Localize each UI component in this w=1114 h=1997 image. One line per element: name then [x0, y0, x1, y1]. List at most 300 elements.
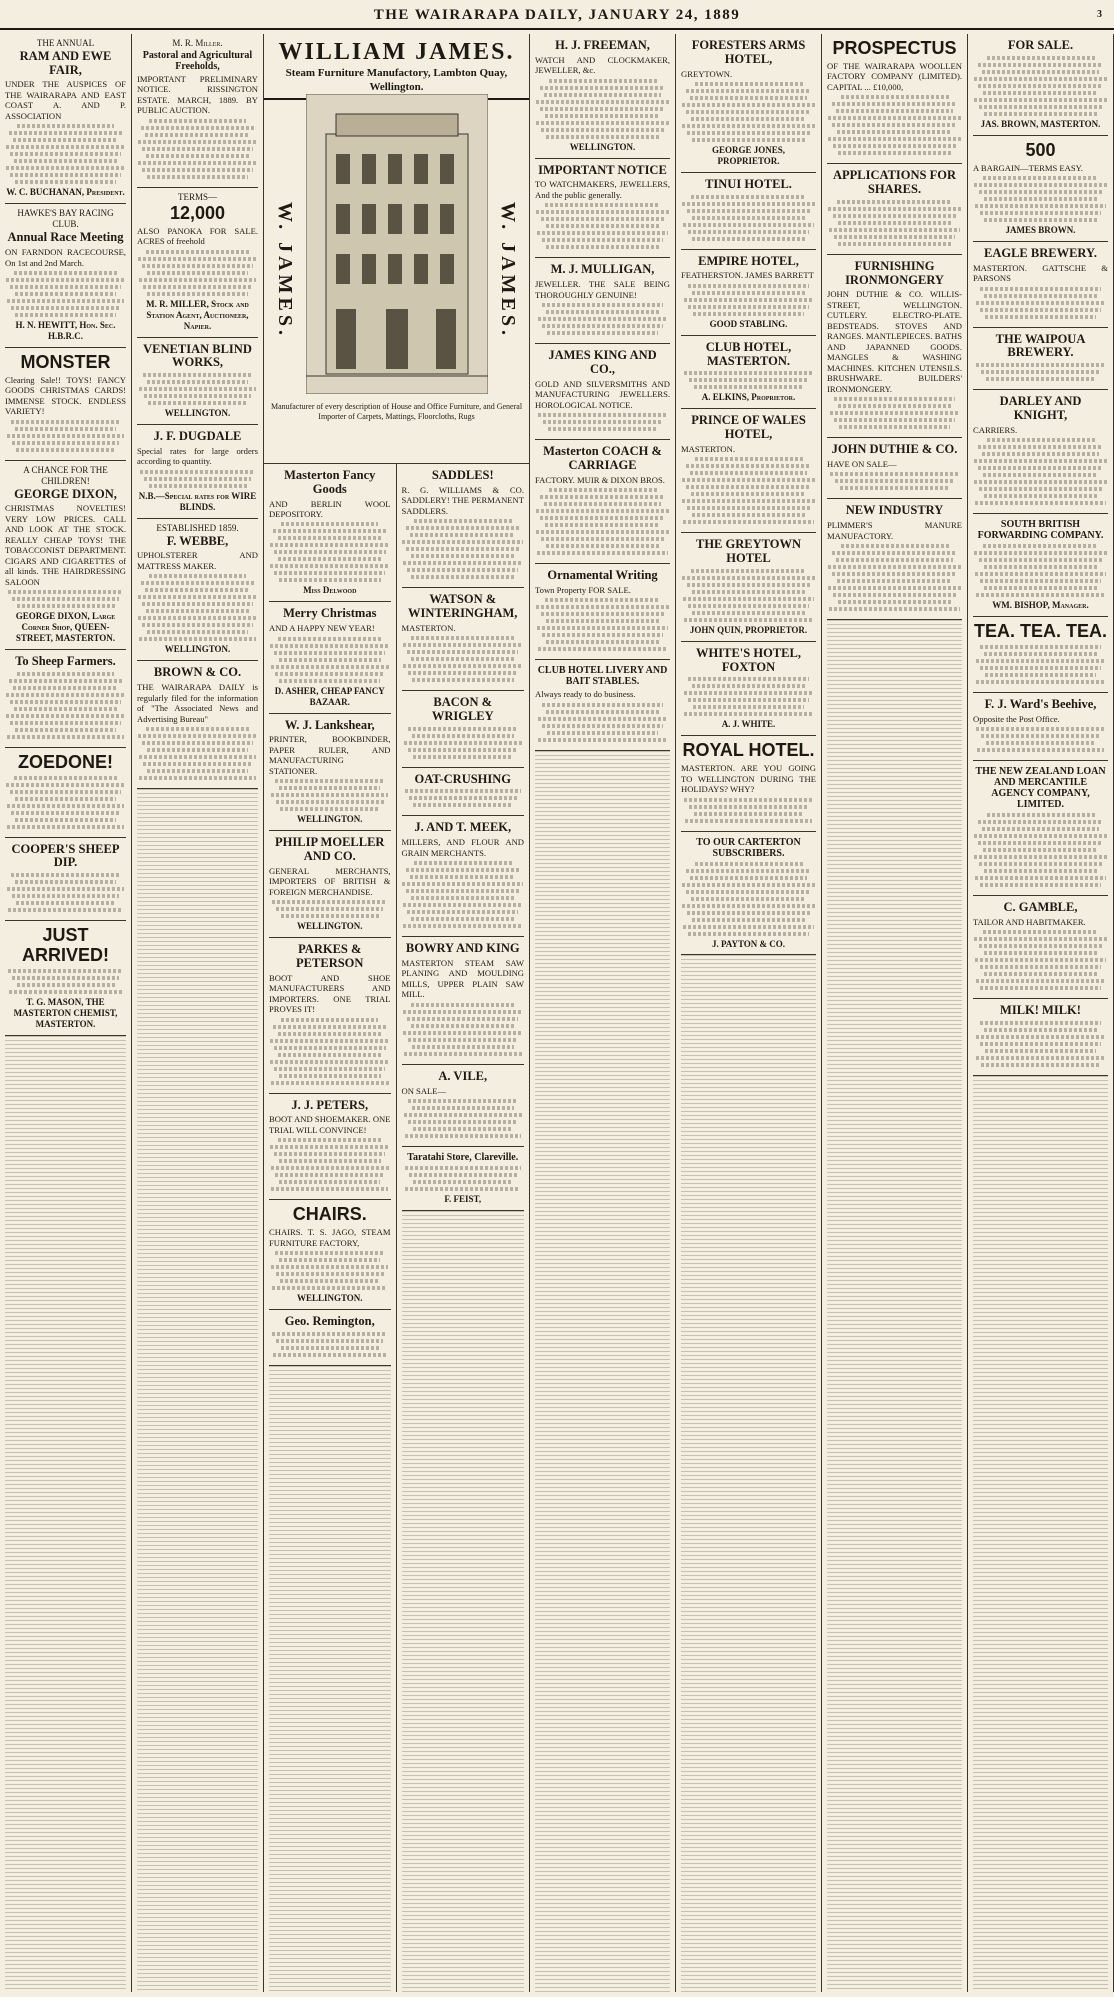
small-print-line: [838, 151, 951, 155]
ad-body: MASTERTON STEAM SAW PLANING AND MOULDING MILLS, UPPER PLAIN SAW MILL.: [401, 957, 524, 1000]
advertisement: [402, 768, 525, 817]
small-print-line: [10, 790, 120, 794]
small-print-line: [408, 1120, 517, 1124]
ad-body: THE WAIRARAPA DAILY is regularly filed for the information of "The Associated News and Advertising Bureau": [137, 682, 258, 724]
ad-title: CLUB HOTEL, MASTERTON.: [705, 339, 792, 368]
small-print-line: [410, 533, 515, 537]
small-print-line: [984, 586, 1096, 590]
ad-title: Annual Race Meeting: [7, 230, 124, 245]
small-print-line: [13, 138, 117, 142]
small-print-line: [832, 551, 958, 555]
small-print-line: [272, 1286, 387, 1290]
small-print-line: [414, 861, 512, 865]
small-print-line: [691, 897, 806, 901]
column-1: [0, 34, 132, 1992]
small-print-line: [271, 665, 389, 669]
small-print-line: [828, 565, 962, 569]
small-print-line: [979, 487, 1102, 491]
ad-signature: JAMES BROWN.: [1005, 225, 1076, 235]
small-print-line: [985, 315, 1096, 319]
small-print-line: [691, 117, 806, 121]
small-print-line: [546, 619, 659, 623]
advertisement: [5, 748, 126, 838]
small-print-line: [695, 457, 803, 461]
small-print-line: [8, 969, 123, 973]
advertisement: [535, 34, 670, 159]
small-print-line: [836, 558, 952, 562]
small-print-line: [406, 889, 519, 893]
ad-signature: WELLINGTON.: [296, 921, 363, 932]
small-print-line: [692, 237, 804, 241]
small-print-line: [138, 616, 257, 620]
advertisement: [973, 514, 1108, 617]
small-print-line: [15, 427, 115, 431]
small-print-line: [411, 917, 514, 921]
small-print-line: [142, 741, 252, 745]
small-print-line: [692, 611, 804, 615]
small-print-line: [407, 650, 518, 654]
small-print-line: [17, 983, 115, 987]
small-print-line: [545, 598, 660, 602]
small-print-line: [686, 485, 810, 489]
small-print-line: [278, 1053, 381, 1057]
small-print-line: [837, 579, 952, 583]
ad-title: NEW INDUSTRY: [845, 503, 944, 518]
ad-body: Always ready to do business.: [535, 689, 636, 700]
small-print-line: [690, 96, 806, 100]
small-print-line: [279, 1258, 380, 1262]
small-print-line: [403, 561, 523, 565]
ad-body: AND BERLIN WOOL DEPOSITORY.: [269, 498, 391, 519]
small-print-line: [6, 693, 126, 697]
small-print-line: [6, 714, 125, 718]
small-print-line: [276, 800, 384, 804]
column-6: [676, 34, 822, 1992]
small-print-line: [542, 633, 664, 637]
small-print-line: [278, 1032, 382, 1036]
ad-header: ESTABLISHED 1859.: [156, 522, 239, 533]
small-print-line: [974, 480, 1106, 484]
small-print-line: [403, 924, 522, 928]
ad-title: OAT-CRUSHING: [414, 771, 512, 786]
small-print-line: [139, 637, 256, 641]
ad-signature: WELLINGTON.: [164, 408, 231, 419]
advertisement: [973, 761, 1108, 896]
small-print-line: [270, 1039, 390, 1043]
ad-signature: A. J. WHITE.: [721, 719, 776, 730]
small-print-line: [536, 509, 670, 513]
advertisement: [5, 34, 126, 204]
small-print-line: [976, 727, 1104, 731]
ad-title: BROWN & CO.: [153, 665, 242, 680]
ad-title: WATSON & WINTERINGHAM,: [408, 592, 518, 620]
small-print-line: [687, 131, 810, 135]
advertisement: [137, 661, 258, 789]
small-print-line: [688, 677, 810, 681]
advertisement: [827, 255, 962, 438]
small-print-line: [549, 488, 657, 492]
side-label-left: [268, 90, 302, 450]
small-print-line: [976, 680, 1104, 684]
small-print-line: [974, 77, 1108, 81]
small-print-line: [832, 102, 958, 106]
small-print-line: [147, 292, 247, 296]
ad-body: A BARGAIN—TERMS EASY.: [973, 162, 1083, 173]
ad-body: GREYTOWN.: [681, 68, 733, 79]
small-print-line: [9, 131, 122, 135]
small-print-line: [14, 159, 117, 163]
small-print-line: [976, 979, 1106, 983]
ad-body: TO WATCHMAKERS, JEWELLERS, And the public generally.: [535, 179, 670, 200]
column-7: [822, 34, 968, 1992]
small-print-line: [683, 925, 814, 929]
small-print-line: [692, 513, 805, 517]
furniture-warehouse-engraving: [306, 94, 488, 394]
small-print-line: [149, 574, 246, 578]
small-print-line: [689, 378, 808, 382]
ad-signature: GEORGE JONES, PROPRIETOR.: [711, 144, 785, 166]
advertisement: [973, 999, 1108, 1076]
small-print-line: [12, 894, 120, 898]
small-print-line: [276, 1339, 383, 1343]
small-print-line: [270, 564, 389, 568]
small-print-line: [411, 657, 514, 661]
ad-title: THE NEW ZEALAND LOAN AND MERCANTILE AGENCY COMPANY, LIMITED.: [975, 766, 1106, 811]
small-print-line: [541, 128, 664, 132]
small-print-line: [142, 602, 253, 606]
advertisement: [402, 691, 525, 768]
small-print-line: [836, 109, 952, 113]
advertisement: [973, 390, 1108, 514]
small-print-line: [279, 1159, 381, 1163]
small-print-line: [688, 284, 810, 288]
small-print-line: [279, 786, 380, 790]
small-print-line: [139, 278, 256, 282]
small-print-line: [978, 445, 1104, 449]
advertisement: [681, 250, 816, 336]
small-print-line: [278, 1138, 381, 1142]
ad-body: BOOT AND SHOE MANUFACTURERS AND IMPORTERS. ONE TRIAL PROVES IT!: [269, 972, 391, 1015]
small-print-line: [694, 385, 803, 389]
advertisement: [827, 438, 962, 499]
small-print-line: [8, 590, 123, 594]
ad-body: Special rates for large orders according to quantity.: [137, 445, 258, 467]
small-print-line: [10, 721, 120, 725]
advertisement: [402, 1065, 525, 1147]
ad-title: FORESTERS ARMS HOTEL,: [691, 38, 806, 66]
column-4: [397, 464, 530, 1992]
small-print-line: [11, 420, 120, 424]
small-print-line: [537, 551, 668, 555]
small-print-line: [405, 1134, 521, 1138]
small-print-line: [974, 855, 1106, 859]
small-print-line: [984, 652, 1096, 656]
small-print-line: [270, 644, 389, 648]
small-print-line: [983, 848, 1098, 852]
small-print-line: [980, 1021, 1102, 1025]
small-print-line: [833, 214, 956, 218]
small-print-line: [986, 377, 1095, 381]
ad-title: A. VILE,: [438, 1068, 488, 1083]
ad-title: Geo. Remington,: [284, 1314, 375, 1329]
small-print-line: [15, 292, 117, 296]
ad-signature: F. FEIST,: [444, 1194, 482, 1205]
small-print-line: [536, 530, 668, 534]
ad-title: MILK! MILK!: [1000, 1003, 1081, 1018]
small-print-line: [274, 1152, 385, 1156]
small-print-line: [142, 147, 253, 151]
small-print-line: [404, 741, 522, 745]
ad-body: MILLERS, AND FLOUR AND GRAIN MERCHANTS.: [401, 837, 524, 858]
ad-title: Taratahi Store, Clareville.: [407, 1152, 519, 1164]
advertisement: [681, 832, 816, 956]
small-print-line: [976, 659, 1106, 663]
small-print-line: [270, 543, 390, 547]
small-print-line: [979, 558, 1102, 562]
ad-body: FEATHERSTON. JAMES BARRETT: [681, 270, 814, 281]
advertisement: [402, 1147, 525, 1211]
small-print-line: [10, 700, 121, 704]
small-print-line: [549, 79, 657, 83]
small-print-line: [695, 82, 803, 86]
ad-signature: A. ELKINS, Proprietor.: [701, 392, 796, 403]
small-print-line: [684, 691, 814, 695]
advertisement: [269, 1310, 391, 1366]
small-print-line: [278, 536, 382, 540]
small-print-line: [142, 623, 252, 627]
small-print-line: [693, 312, 804, 316]
ad-signature: JAS. BROWN, MASTERTON.: [980, 118, 1101, 129]
ad-title: GEORGE DIXON,: [14, 486, 117, 501]
small-print-line: [405, 1166, 521, 1170]
advertisement: [973, 693, 1108, 761]
advertisement: [973, 328, 1108, 391]
ad-title: EAGLE BREWERY.: [983, 245, 1098, 260]
small-print-line: [274, 651, 385, 655]
small-print-line: [143, 762, 252, 766]
small-print-line: [409, 1173, 517, 1177]
newspaper-title: THE WAIRARAPA DAILY, JANUARY 24, 1889: [373, 7, 741, 23]
ad-signature: WELLINGTON.: [296, 1293, 363, 1304]
small-print-line: [695, 862, 803, 866]
small-print-line: [984, 197, 1097, 201]
ad-title: DARLEY AND KNIGHT,: [999, 394, 1082, 422]
small-print-line: [12, 597, 118, 601]
advertisement: [269, 938, 391, 1093]
small-print-line: [978, 466, 1102, 470]
small-print-line: [7, 434, 123, 438]
small-print-line: [978, 841, 1102, 845]
ad-signature: WM. BISHOP, Manager.: [992, 600, 1089, 611]
small-print-line: [412, 678, 514, 682]
small-print-line: [691, 492, 806, 496]
small-print-line: [546, 710, 658, 714]
ad-signature: JOHN QUIN, PROPRIETOR.: [689, 624, 808, 635]
small-print-line: [149, 119, 246, 123]
small-print-line: [145, 588, 249, 592]
small-print-line: [985, 1049, 1096, 1053]
small-print-line: [11, 873, 120, 877]
advertisement: [535, 660, 670, 750]
small-print-line: [838, 404, 950, 408]
small-print-line: [11, 811, 120, 815]
small-print-line: [412, 734, 514, 738]
small-print-line: [141, 126, 254, 130]
ad-signature: GOOD STABLING.: [709, 318, 788, 329]
small-print-line: [984, 294, 1096, 298]
small-print-line: [538, 738, 666, 742]
small-print-line: [542, 724, 662, 728]
small-print-line: [983, 176, 1098, 180]
small-print-line: [981, 370, 1100, 374]
small-print-line: [691, 569, 806, 573]
advertisement: [681, 173, 816, 250]
small-print-line: [271, 1187, 388, 1191]
ad-body: PRINTER, BOOKBINDER, PAPER RULER, AND MANUFACTURING STATIONER.: [269, 734, 391, 776]
advertisement: [402, 588, 525, 691]
ad-body: OF THE WAIRARAPA WOOLLEN FACTORY COMPANY (LIMITED). CAPITAL ... £10,000,: [827, 60, 962, 92]
small-print-line: [147, 630, 249, 634]
ad-signature: WELLINGTON.: [569, 141, 636, 152]
small-print-line: [402, 882, 523, 886]
small-print-line: [7, 735, 124, 739]
ad-signature: N.B.—Special rates for WIRE BLINDS.: [138, 490, 257, 512]
small-print-line: [411, 636, 515, 640]
ad-title: JAMES KING AND CO.,: [548, 348, 657, 376]
ad-body: UPHOLSTERER AND MATTRESS MAKER.: [137, 550, 258, 571]
small-print-line: [278, 557, 381, 561]
advertisement: [827, 34, 962, 164]
small-print-line: [408, 727, 518, 731]
ad-title: JUST ARRIVED!: [21, 925, 109, 966]
advertisement: [402, 816, 525, 937]
small-print-line: [983, 91, 1098, 95]
small-print-line: [147, 175, 249, 179]
small-print-line: [980, 645, 1102, 649]
ad-body: ALSO PANOKA FOR SALE. ACRES of freehold: [137, 225, 258, 247]
small-print-line: [148, 401, 247, 405]
small-print-line: [832, 572, 956, 576]
advertisement: [137, 188, 258, 338]
ad-body: AND A HAPPY NEW YEAR!: [269, 623, 375, 634]
ad-body: R. G. WILLIAMS & CO. SADDLERY! THE PERMANENT SADDLERS.: [401, 484, 524, 516]
small-print-line: [271, 1265, 388, 1269]
small-print-line: [974, 98, 1106, 102]
small-print-line: [841, 544, 949, 548]
ad-body: MASTERTON. GATTSCHE & PARSONS: [973, 262, 1108, 284]
small-print-line: [16, 448, 115, 452]
ad-body: UNDER THE AUSPICES OF THE WAIRARAPA AND EAST COAST A. AND P. ASSOCIATION: [5, 79, 126, 121]
small-print-line: [692, 684, 804, 688]
small-print-line: [978, 84, 1102, 88]
masthead: [0, 0, 1114, 30]
small-print-line: [273, 1025, 386, 1029]
small-print-line: [974, 551, 1106, 555]
advertisement: [973, 617, 1108, 693]
small-print-line: [540, 107, 664, 111]
ad-title: IMPORTANT NOTICE: [538, 162, 667, 177]
small-print-line: [405, 789, 521, 793]
small-print-line: [979, 862, 1102, 866]
ad-title: RAM AND EWE FAIR,: [19, 48, 112, 77]
ad-title: J. F. DUGDALE: [153, 429, 242, 444]
ad-title: W. J. Lankshear,: [284, 717, 375, 732]
small-print-line: [145, 133, 249, 137]
advertisement: [402, 937, 525, 1065]
small-print-line: [547, 331, 658, 335]
small-print-line: [688, 230, 810, 234]
small-print-line: [411, 575, 514, 579]
small-print-line: [984, 951, 1097, 955]
advertisement: [402, 464, 525, 588]
small-print-line: [408, 671, 518, 675]
small-print-line: [829, 228, 960, 232]
ad-title: 500: [1025, 139, 1056, 160]
ad-body: FACTORY. MUIR & DIXON BROS.: [535, 474, 665, 485]
small-print-line: [540, 495, 666, 499]
small-print-line: [692, 590, 805, 594]
small-print-line: [828, 137, 960, 141]
small-print-line: [13, 686, 117, 690]
small-print-line: [9, 990, 123, 994]
small-print-line: [984, 112, 1097, 116]
small-print-line: [986, 741, 1095, 745]
ad-title: EMPIRE HOTEL,: [698, 253, 799, 268]
small-print-line: [403, 643, 523, 647]
ad-title: TINUI HOTEL.: [705, 176, 792, 191]
small-print-line: [404, 1052, 522, 1056]
advertisement: [5, 204, 126, 348]
ad-title: PRINCE OF WALES HOTEL,: [691, 413, 806, 442]
small-print-line: [147, 271, 249, 275]
small-print-line: [684, 618, 814, 622]
small-print-line: [983, 544, 1098, 548]
small-print-line: [413, 803, 512, 807]
small-print-line: [408, 748, 517, 752]
small-print-line: [693, 705, 804, 709]
ad-body: PLIMMER'S MANURE MANUFACTORY.: [827, 520, 962, 541]
small-print-line: [692, 216, 805, 220]
small-print-line: [411, 554, 515, 558]
small-print-line: [543, 420, 662, 424]
small-print-line: [685, 819, 812, 823]
small-print-line: [980, 883, 1102, 887]
small-print-line: [413, 755, 513, 759]
ad-title: Pastoral and Agricultural Freeholds,: [142, 49, 253, 72]
small-print-line: [548, 427, 657, 431]
column-2: [132, 34, 264, 1992]
small-print-line: [276, 1272, 384, 1276]
small-print-line: [692, 918, 805, 922]
ad-body: CARRIERS.: [973, 424, 1018, 435]
small-print-line: [405, 1187, 520, 1191]
ad-title: VENETIAN BLIND WORKS,: [143, 341, 252, 370]
side-text-right: W. JAMES.: [497, 201, 520, 339]
small-print-line: [837, 200, 952, 204]
small-print-line: [977, 748, 1104, 752]
ad-body: CHAIRS. T. S. JAGO, STEAM FURNITURE FACTORY,: [269, 1227, 391, 1248]
small-print-line: [838, 600, 951, 604]
small-print-line: [841, 95, 949, 99]
small-print-line: [541, 537, 664, 541]
small-print-line: [840, 486, 949, 490]
small-print-line: [279, 1074, 381, 1078]
ad-body: ON FARNDON RACECOURSE, On 1st and 2nd March.: [5, 247, 126, 268]
dense-print-area: [402, 1211, 525, 1992]
small-print-line: [835, 479, 954, 483]
small-print-line: [686, 869, 812, 873]
advertisement: [973, 242, 1108, 328]
